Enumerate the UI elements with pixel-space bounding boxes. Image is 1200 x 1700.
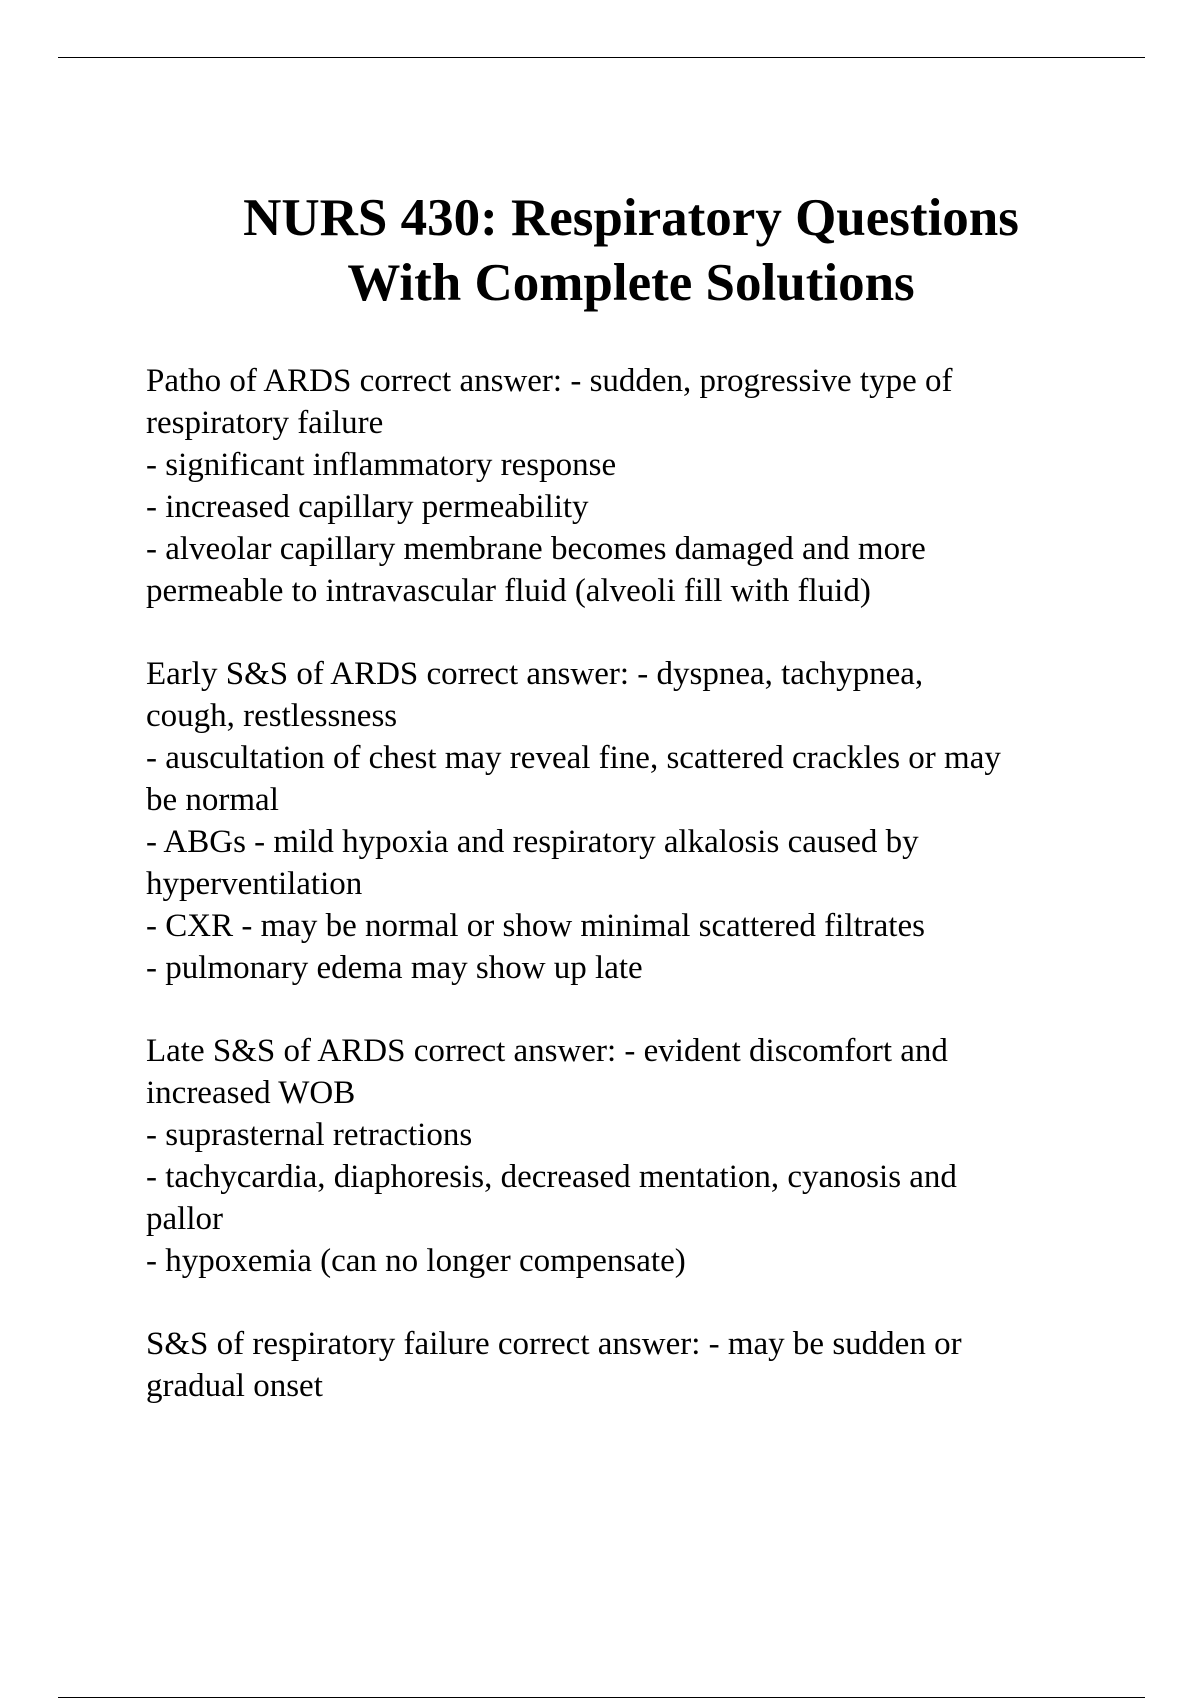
document-body [146,360,1106,1448]
bottom-divider [58,1697,1145,1698]
qa-entry-late-ss-ards [146,1030,1106,1282]
entry-line: - CXR - may be normal or show minimal scattered filtrates [146,908,925,944]
entry-line: - tachycardia, diaphoresis, decreased mentation, cyanosis and [146,1159,957,1195]
top-divider [58,57,1145,58]
entry-line: - ABGs - mild hypoxia and respiratory alkalosis caused by [146,824,919,860]
entry-line: - hypoxemia (can no longer compensate) [146,1243,686,1279]
entry-line: - alveolar capillary membrane becomes damaged and more [146,531,926,567]
entry-line: be normal [146,782,279,818]
entry-line: Patho of ARDS correct answer: - sudden, progressive type of [146,363,953,399]
entry-line: hyperventilation [146,866,363,902]
entry-line: permeable to intravascular fluid (alveoli fill with fluid) [146,573,871,609]
title-line-1: NURS 430: Respiratory Questions [243,189,1019,247]
qa-entry-ss-respiratory-failure [146,1323,1106,1407]
entry-line: - significant inflammatory response [146,447,617,483]
entry-line: - suprasternal retractions [146,1117,473,1153]
entry-line: respiratory failure [146,405,384,441]
entry-line: - auscultation of chest may reveal fine, scattered crackles or may [146,740,1001,776]
entry-line: gradual onset [146,1368,323,1404]
entry-line: - pulmonary edema may show up late [146,950,643,986]
document-title [0,186,1200,316]
entry-line: pallor [146,1201,223,1237]
entry-line: cough, restlessness [146,698,398,734]
entry-line: Late S&S of ARDS correct answer: - evident discomfort and [146,1033,948,1069]
entry-line: increased WOB [146,1075,356,1111]
entry-line: - increased capillary permeability [146,489,589,525]
entry-line: Early S&S of ARDS correct answer: - dyspnea, tachypnea, [146,656,924,692]
qa-entry-early-ss-ards [146,653,1106,989]
entry-line: S&S of respiratory failure correct answer: - may be sudden or [146,1326,962,1362]
qa-entry-patho-ards [146,360,1106,612]
title-line-2: With Complete Solutions [347,254,915,312]
